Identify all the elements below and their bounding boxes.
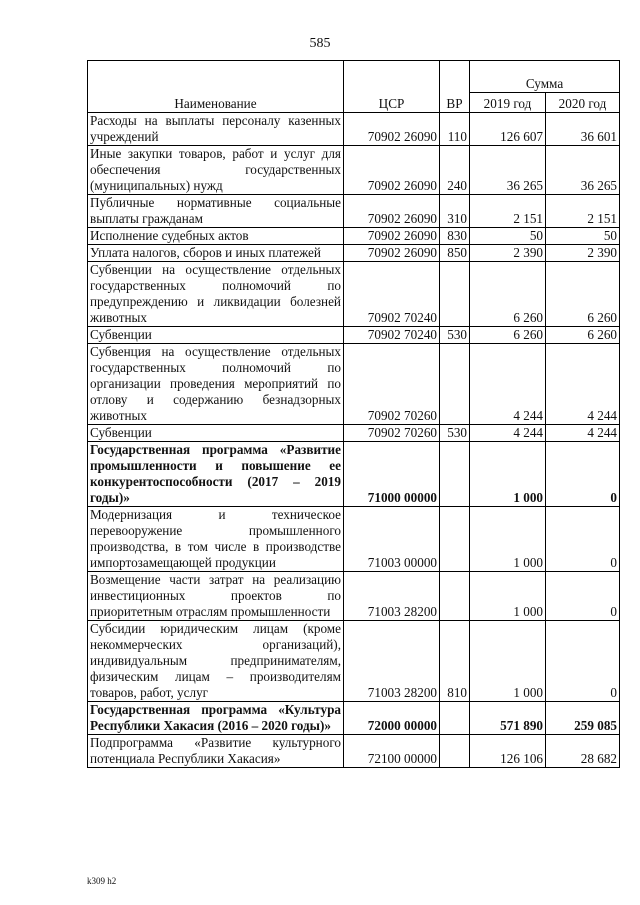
row-vr: 530 (440, 425, 470, 442)
row-2019: 36 265 (470, 146, 546, 195)
row-name: Субсидии юридическим лицам (кроме некоммерческих организаций), индивидуальным предпринимателям, физическим лицам – производителям товаров, работ, услуг (88, 621, 344, 702)
row-csr: 71000 00000 (344, 442, 440, 507)
row-2019: 1 000 (470, 621, 546, 702)
row-2019: 2 390 (470, 245, 546, 262)
row-2020: 6 260 (546, 327, 620, 344)
table-row (88, 442, 620, 507)
row-2019: 50 (470, 228, 546, 245)
row-csr: 71003 00000 (344, 507, 440, 572)
row-vr: 110 (440, 113, 470, 146)
row-2020: 6 260 (546, 262, 620, 327)
table-row (88, 425, 620, 442)
page-number: 585 (309, 36, 331, 51)
header-vr: ВР (440, 61, 470, 113)
header-name: Наименование (88, 61, 344, 113)
table-row (88, 702, 620, 735)
row-2020: 4 244 (546, 425, 620, 442)
row-csr: 70902 26090 (344, 228, 440, 245)
row-2020: 2 151 (546, 195, 620, 228)
row-csr: 70902 70260 (344, 344, 440, 425)
row-2019: 1 000 (470, 507, 546, 572)
row-vr: 810 (440, 621, 470, 702)
row-name: Исполнение судебных актов (88, 228, 344, 245)
row-vr (440, 344, 470, 425)
table-row (88, 146, 620, 195)
table-row (88, 572, 620, 621)
row-2019: 1 000 (470, 572, 546, 621)
row-2019: 126 607 (470, 113, 546, 146)
row-vr (440, 735, 470, 768)
table-row (88, 113, 620, 146)
row-2019: 6 260 (470, 262, 546, 327)
table-row (88, 327, 620, 344)
row-name: Субвенция на осуществление отдельных государственных полномочий по организации проведения мероприятий по отлову и содержанию безнадзорных животных (88, 344, 344, 425)
row-name: Модернизация и техническое перевооружение промышленного производства, в том числе в производстве импортозамещающей продукции (88, 507, 344, 572)
row-2020: 4 244 (546, 344, 620, 425)
row-vr (440, 507, 470, 572)
row-csr: 70902 70240 (344, 327, 440, 344)
table-row (88, 344, 620, 425)
row-vr (440, 262, 470, 327)
row-csr: 71003 28200 (344, 572, 440, 621)
row-name: Субвенции (88, 327, 344, 344)
row-vr: 530 (440, 327, 470, 344)
row-2020: 0 (546, 621, 620, 702)
row-2019: 2 151 (470, 195, 546, 228)
header-year-2019: 2019 год (470, 93, 546, 113)
row-2019: 126 106 (470, 735, 546, 768)
table-row (88, 228, 620, 245)
row-vr: 830 (440, 228, 470, 245)
row-2020: 0 (546, 442, 620, 507)
row-2020: 36 265 (546, 146, 620, 195)
row-name: Субвенции на осуществление отдельных государственных полномочий по предупреждению и ликвидации болезней животных (88, 262, 344, 327)
header-year-2020: 2020 год (546, 93, 620, 113)
row-vr (440, 442, 470, 507)
row-csr: 70902 70260 (344, 425, 440, 442)
row-2020: 0 (546, 572, 620, 621)
row-csr: 72000 00000 (344, 702, 440, 735)
table-row (88, 245, 620, 262)
row-2020: 50 (546, 228, 620, 245)
row-2019: 4 244 (470, 425, 546, 442)
table-row (88, 262, 620, 327)
row-vr (440, 572, 470, 621)
table-header (88, 61, 620, 113)
table-body (88, 113, 620, 768)
row-2020: 259 085 (546, 702, 620, 735)
row-csr: 70902 26090 (344, 113, 440, 146)
table-row (88, 735, 620, 768)
row-2020: 0 (546, 507, 620, 572)
table-row (88, 621, 620, 702)
row-name: Государственная программа «Развитие промышленности и повышение ее конкурентоспособности (2017 – 2019 годы)» (88, 442, 344, 507)
row-vr: 240 (440, 146, 470, 195)
row-name: Уплата налогов, сборов и иных платежей (88, 245, 344, 262)
budget-table (87, 60, 620, 768)
row-csr: 70902 26090 (344, 245, 440, 262)
row-2019: 1 000 (470, 442, 546, 507)
row-vr (440, 702, 470, 735)
row-2019: 4 244 (470, 344, 546, 425)
row-csr: 72100 00000 (344, 735, 440, 768)
row-name: Подпрограмма «Развитие культурного потенциала Республики Хакасия» (88, 735, 344, 768)
header-sum: Сумма (470, 61, 620, 93)
row-2020: 28 682 (546, 735, 620, 768)
row-name: Субвенции (88, 425, 344, 442)
row-2020: 2 390 (546, 245, 620, 262)
row-csr: 70902 70240 (344, 262, 440, 327)
row-vr: 850 (440, 245, 470, 262)
row-csr: 71003 28200 (344, 621, 440, 702)
row-name: Возмещение части затрат на реализацию инвестиционных проектов по приоритетным отраслям промышленности (88, 572, 344, 621)
row-csr: 70902 26090 (344, 146, 440, 195)
header-csr: ЦСР (344, 61, 440, 113)
table-row (88, 195, 620, 228)
footer-code: k309 h2 (87, 876, 117, 886)
row-name: Иные закупки товаров, работ и услуг для обеспечения государственных (муниципальных) нужд (88, 146, 344, 195)
table-row (88, 507, 620, 572)
row-name: Расходы на выплаты персоналу казенных учреждений (88, 113, 344, 146)
row-vr: 310 (440, 195, 470, 228)
row-2019: 571 890 (470, 702, 546, 735)
row-2020: 36 601 (546, 113, 620, 146)
row-name: Публичные нормативные социальные выплаты гражданам (88, 195, 344, 228)
row-2019: 6 260 (470, 327, 546, 344)
row-csr: 70902 26090 (344, 195, 440, 228)
row-name: Государственная программа «Культура Республики Хакасия (2016 – 2020 годы)» (88, 702, 344, 735)
